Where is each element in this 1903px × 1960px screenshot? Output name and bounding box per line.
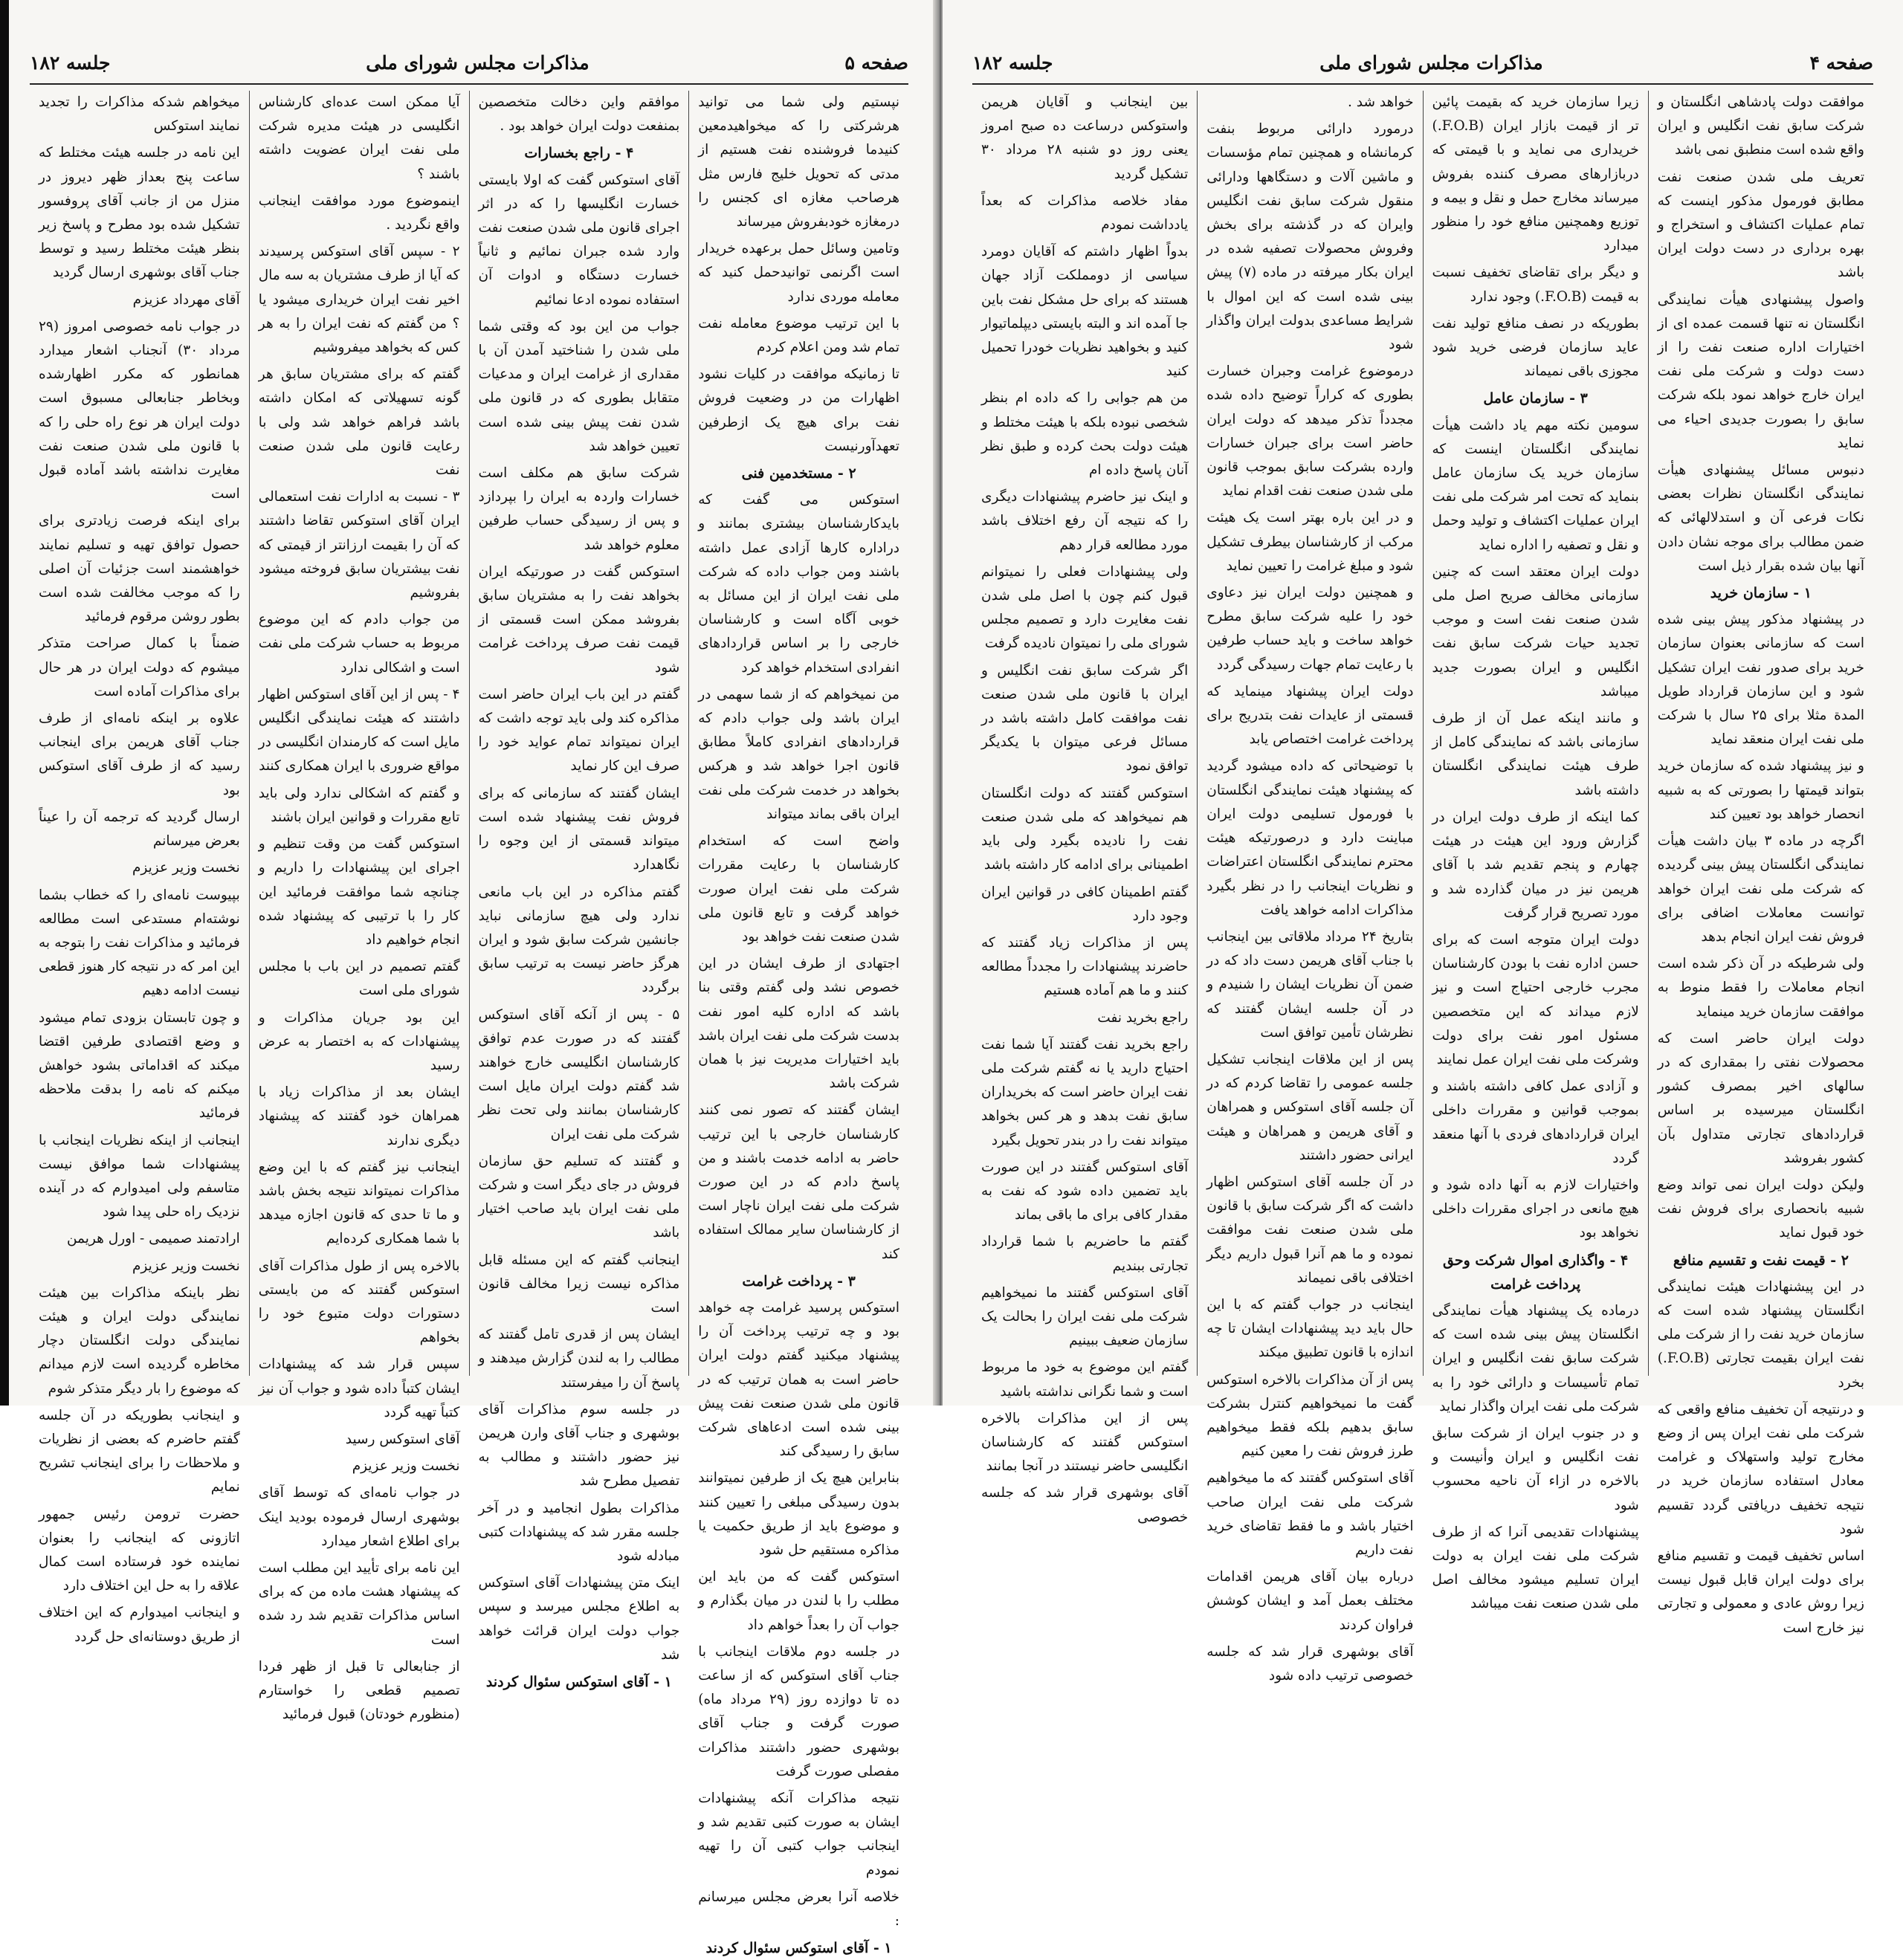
paragraph: پس از آن مذاکرات بالاخره استوکس گفت ما نمیخواهیم کنترل بشرکت سابق بدهیم بلکه فقط میخواهیم طرز فروش نفت را معین کنیم	[1206, 1371, 1414, 1460]
paragraph: اساس تخفیف قیمت و تقسیم منافع برای دولت ایران قابل قبول نیست زیرا روش عادی و معمولی و تجارتی نیز خارج است	[1657, 1547, 1864, 1636]
paragraph: ولیکن دولت ایران نمی تواند وضع شبیه بانحصاری برای فروش نفت خود قبول نماید	[1657, 1177, 1864, 1241]
paragraph: ۵ - پس از آنکه آقای استوکس گفتند که در صورت عدم توافق کارشناسان انگلیسی خارج خواهند شد گفتم دولت ایران مایل است کارشناسان بمانند ولی تحت نظر شرکت ملی نفت ایران	[478, 1006, 680, 1142]
paragraph: درباره بیان آقای هریمن اقدامات مختلف بعمل آمد و ایشان کوشش فراوان کردند	[1206, 1569, 1414, 1633]
paragraph: ارادتمند صمیمی - اورل هریمن	[66, 1231, 240, 1247]
text-column	[972, 91, 1197, 1525]
paragraph: آقای بوشهری قرار شد که جلسه خصوصی ترتیب داده شود	[1206, 1643, 1414, 1684]
paragraph: خواهد شد .	[1348, 94, 1414, 110]
paragraph: گفتم در این باب ایران حاضر است مذاکره کند ولی باید توجه داشت که ایران نمیتواند تمام عواید خود را صرف این کار نماید	[478, 686, 680, 774]
paragraph: درموضوع غرامت وجبران خسارت بطوری که کراراً توضیح داده شده مجدداً تذکر میدهد که دولت ایران حاضر است برای جبران خسارات وارده بشرکت سابق بموجب قانون ملی شدن صنعت نفت اقدام نماید	[1206, 363, 1414, 499]
paragraph: گفتم این موضوع به خود ما مربوط است و شما نگرانی نداشته باشید	[981, 1359, 1189, 1400]
paragraph: آقای بوشهری قرار شد که جلسه خصوصی	[981, 1485, 1189, 1525]
paragraph: واضح است که استخدام کارشناسان با رعایت مقررات شرکت ملی نفت ایران صورت خواهد گرفت و تابع قانون ملی شدن صنعت نفت خواهد بود	[698, 833, 899, 945]
paragraph: حضرت ترومن رئیس جمهور اتازونی که اینجانب را بعنوان نماینده خود فرستاده است کمال علاقه را به حل این اختلاف دارد	[39, 1506, 240, 1594]
text-column	[1648, 91, 1873, 1636]
paragraph: ولی شرطیکه در آن ذکر شده است انجام معاملات را فقط منوط به موافقت سازمان خرید مینماید	[1657, 956, 1864, 1020]
paragraph: دولت ایران معتقد است که چنین سازمانی مخالف صریح اصل ملی شدن صنعت نفت است و موجب تجدید حیات شرکت سابق نفت انگلیس و ایران بصورت جدید میباشد	[1432, 563, 1639, 699]
paragraph: من جواب دادم که این موضوع مربوط به حساب شرکت ملی نفت است و اشکالی ندارد	[258, 612, 460, 676]
paragraph: و چون تابستان بزودی تمام میشود و وضع اقتصادی طرفین اقتضا میکند که اقداماتی بشود خواهش میکنم که نامه را بدقت ملاحظه فرمائید	[39, 1009, 240, 1122]
paragraph: اینجانب در جواب گفتم که با این حال باید دید پیشنهادات ایشان تا چه اندازه با قانون تطبیق میکند	[1206, 1296, 1414, 1361]
text-column	[30, 91, 249, 1645]
paragraph: ۲ - مستخدمین فنی	[741, 465, 856, 482]
session-label: جلسه ۱۸۲	[972, 51, 1053, 74]
left-page-header	[30, 45, 908, 80]
paragraph: نخست وزیر عزیزم	[132, 860, 240, 876]
paragraph: و مانند اینکه عمل آن از طرف سازمانی باشد که نمایندگی کامل از طرف هیئت نمایندگی انگلستان داشته باشد	[1432, 711, 1639, 798]
paragraph: بین اینجانب و آقایان هریمن واستوکس درساعت ده صبح امروز یعنی روز دو شنبه ۲۸ مرداد ۳۰ تشکیل گردید	[981, 94, 1189, 182]
paragraph: در این پیشنهادات هیئت نمایندگی انگلستان پیشنهاد شده است که سازمان خرید نفت را از شرکت ملی نفت ایران بقیمت تجارتی (F.O.B.) بخرد	[1657, 1278, 1864, 1391]
paragraph: این نامه در جلسه هیئت مختلط که ساعت پنج بعداز ظهر دیروز در منزل من از جانب آقای پروفسور تشکیل شده بود مطرح و پاسخ زیر بنظر هیئت مختلط رسید و توسط جناب آقای بوشهری ارسال گردید	[39, 145, 240, 281]
paragraph: آقای استوکس گفتند در این صورت باید تضمین داده شود که نفت به مقدار کافی برای ما باقی بماند	[981, 1159, 1189, 1223]
paragraph: بتاریخ ۲۴ مرداد ملاقاتی بین اینجانب با جناب آقای هریمن دست داد که در ضمن آن نظریات ایشان را شنیدم و در آن جلسه ایشان گفتند که نظرشان تأمین توافق است	[1206, 928, 1414, 1041]
paragraph: دولت ایران حاضر است که محصولات نفتی را بمقداری که در سالهای اخیر بمصرف کشور انگلستان میرسیده بر اساس قراردادهای تجارتی متداول بآن کشور بفروشد	[1657, 1030, 1864, 1166]
paragraph: شرکت سابق هم مکلف است خسارات واردہ به ایران را بپردازد و پس از رسیدگی حساب طرفین معلوم خواهد شد	[478, 465, 680, 553]
paragraph: راجع بخرید نفت	[1097, 1009, 1189, 1026]
paragraph: مذاکرات بطول انجامید و در آخر جلسه مقرر شد که پیشنهادات کتبی مبادله شود	[478, 1500, 680, 1564]
paragraph: در جواب نامه خصوصی امروز (۲۹ مرداد ۳۰) آنجناب اشعار میدارد همانطور که مکرر اظهارشده وبخاطر جنابعالی مسبوق است دولت ایران هر نوع راه حلی را که با قانون ملی شدن صنعت نفت مغایرت نداشته باشد آماده قبول است	[39, 318, 240, 502]
paragraph: ۲ - قیمت نفت و تقسیم منافع	[1673, 1252, 1849, 1269]
right-newspaper-page	[943, 0, 1903, 1684]
right-page-columns	[972, 91, 1873, 1684]
paragraph: و همچنین دولت ایران نیز دعاوی خود را علیه شرکت سابق مطرح خواهد ساخت و باید حساب طرفین با رعایت تمام جهات رسیدگی گردد	[1206, 585, 1414, 673]
paragraph: از جنابعالی تا قبل از ظهر فردا تصمیم قطعی را خواستارم (منظورم خودتان) قبول فرمائید	[258, 1658, 460, 1723]
paragraph: ایشان گفتند که سازمانی که برای فروش نفت پیشنهاد شده است میتواند قسمتی از این وجوه را نگاهدارد	[478, 785, 680, 873]
paragraph: موافقت دولت پادشاهی انگلستان و شرکت سابق نفت انگلیس و ایران واقع شده است منطبق نمی باشد	[1657, 94, 1864, 158]
paragraph: ۳ - پرداخت غرامت	[742, 1272, 856, 1290]
paragraph: گفتم ما حاضریم با شما قرارداد تجارتی ببندیم	[981, 1234, 1189, 1274]
paragraph: نتیجه مذاکرات آنکه پیشنهادات ایشان به صورت کتبی تقدیم شد و اینجانب جواب کتبی آن را تهیه نمودم	[698, 1791, 899, 1878]
paragraph: در جواب نامه‌ای که توسط آقای بوشهری ارسال فرموده بودید اینک برای اطلاع اشعار میدارد	[258, 1485, 460, 1549]
paragraph: و آزادی عمل کافی داشته باشند و بموجب قوانین و مقررات داخلی ایران قراردادهای فردی با آنها منعقد گردد	[1432, 1078, 1639, 1166]
paragraph: استوکس پرسید غرامت چه خواهد بود و چه ترتیب پرداخت آن را پیشنهاد میکنید گفتم دولت ایران حاضر است به همان ترتیب که در قانون ملی شدن صنعت نفت پیش بینی شده است ادعاهای شرکت سابق را رسیدگی کند	[698, 1299, 899, 1460]
paragraph: آقای استوکس گفتند که ما میخواهیم شرکت ملی نفت ایران صاحب اختیار باشد و ما فقط تقاضای خرید نفت داریم	[1206, 1470, 1414, 1558]
paragraph: و اینک نیز حاضرم پیشنهادات دیگری را که نتیجه آن رفع اختلاف باشد مورد مطالعه قرار دهم	[981, 489, 1189, 553]
paragraph: برای اینکه فرصت زیادتری برای حصول توافق تهیه و تسلیم نمایند خواهشمند است جزئیات آن اصلی را که موجب مخالفت شده است بطور روشن مرقوم فرمائید	[39, 513, 240, 625]
paragraph: نظر باینکه مذاکرات بین هیئت نمایندگی دولت ایران و هیئت نمایندگی دولت انگلستان دچار مخاطره گردیده است لازم میدانم که موضوع را بار دیگر متذکر شوم	[39, 1284, 240, 1397]
paragraph: در پیشنهاد مذکور پیش بینی شده است که سازمانی بعنوان سازمان خرید برای صدور نفت ایران تشکیل شود و این سازمان قرارداد طویل المدة مثلا برای ۲۵ سال با شرکت ملی نفت ایران منعقد نماید	[1657, 612, 1864, 748]
paragraph: پس از این مذاکرات بالاخره استوکس گفتند که کارشناسان انگلیسی حاضر نیستند در آنجا بمانند	[981, 1410, 1189, 1475]
text-column	[1423, 91, 1648, 1612]
paragraph: بدواً اظهار داشتم که آقایان دومرد سیاسی از دومملکت آزاد جهان هستند که برای حل مشکل نفت باین جا آمده اند و البته بایستی دیپلماتیوار کنید و بخواهید نظریات خودرا تحمیل کنید	[981, 244, 1189, 380]
paragraph: بنابراین هیچ یک از طرفین نمیتوانند بدون رسیدگی مبلغی را تعیین کنند و موضوع باید از طریق حکمیت یا مذاکره مستقیم حل شود	[698, 1470, 899, 1558]
paragraph: گفتم تصمیم در این باب با مجلس شورای ملی است	[258, 959, 460, 999]
paragraph: و اینجانب بطوریکه در آن جلسه گفتم حاضرم که بعضی از نظریات و ملاحظات را برای اینجانب تشریح نمایم	[39, 1407, 240, 1495]
paragraph: در جلسه دوم ملاقات اینجانب با جناب آقای استوکس که از ساعت ده تا دوازده روز (۲۹ مرداد ماه) صورت گرفت و جناب آقای بوشهری حضور داشتند مذاکرات مفصلی صورت گرفت	[698, 1643, 899, 1779]
paragraph: آقای استوکس رسید	[345, 1431, 460, 1447]
text-column	[1197, 91, 1422, 1684]
paragraph: پس از این ملاقات اینجانب تشکیل جلسه عمومی را تقاضا کردم که در آن جلسه آقای استوکس و همراهان و آقای هریمن و همراهان و هیئت ایرانی حضور داشتند	[1206, 1051, 1414, 1163]
paragraph: و در جنوب ایران از شرکت سابق نفت انگلیس و ایران وأنیست و بالاخره در ازاء آن ناحیه محسوب شود	[1432, 1425, 1639, 1513]
paragraph: بپیوست نامه‌ای را که خطاب بشما نوشته‌ام مستدعی است مطالعه فرمائید و مذاکرات نفت را بتوجه به این امر که در نتیجه کار هنوز قطعی نیست ادامه دهیم	[39, 887, 240, 999]
paragraph: گفتم اطمینان کافی در قوانین ایران وجود دارد	[981, 884, 1189, 924]
paragraph: و دیگر برای تقاضای تخفیف نسبت به قیمت (F.O.B.) وجود ندارد	[1432, 265, 1639, 305]
paragraph: آقای استوکس گفتند ما نمیخواهیم شرکت ملی نفت ایران را بحالت یک سازمان ضعیف ببینیم	[981, 1284, 1189, 1349]
paragraph: بطوریکه در نصف منافع تولید نفت عاید سازمان فرضی خرید شود مجوزی باقی نمیماند	[1432, 315, 1639, 380]
paragraph: و درنتیجه آن تخفیف منافع واقعی که شرکت ملی نفت ایران پس از وضع مخارج تولید واستهلاک و غرامت معادل استفاده سازمان خرید در نتیجه تخفیف دریافتی گردد تقسیم شود	[1657, 1401, 1864, 1537]
paragraph: نخست وزیر عزیزم	[352, 1458, 460, 1475]
text-column	[469, 91, 689, 1690]
paragraph: اینموضوع مورد موافقت اینجانب واقع نگردید .	[258, 193, 460, 233]
paragraph: اینجانب نیز گفتم که با این وضع مذاکرات نمیتواند نتیجه بخش باشد و ما تا حدی که قانون اجازه میدهد با شما همکاری کرده‌ایم	[258, 1159, 460, 1247]
text-column	[688, 91, 908, 1957]
paragraph: در آن جلسه آقای استوکس اظهار داشت که اگر شرکت سابق با قانون ملی شدن صنعت نفت موافقت نموده و ما هم آنرا قبول داریم دیگر اختلافی باقی نمیماند	[1206, 1174, 1414, 1286]
page-number: صفحه ۴	[1809, 51, 1873, 74]
paragraph: مفاد خلاصه مذاکرات که بعداً یادداشت نمودم	[981, 193, 1189, 233]
paragraph: راجع بخرید نفت گفتند آیا شما نفت احتیاج دارید یا نه گفتم شرکت ملی نفت ایران حاضر است که بخریداران سابق نفت بدهد و هر کس بخواهد میتواند نفت را در بندر تحویل بگیرد	[981, 1036, 1189, 1148]
page-number: صفحه ۵	[844, 51, 908, 74]
paragraph: ۴ - واگذاری اموال شرکت وحق پرداخت غرامت	[1443, 1252, 1629, 1293]
paragraph: ۳ - سازمان عامل	[1483, 390, 1588, 407]
paragraph: تا زمانیکه موافقت در کلیات نشود اظهارات من در وضعیت فروش نفت برای هیچ یک ازطرفین تعهدآورنیست	[698, 366, 899, 454]
paragraph: ۴ - راجع بخسارات	[524, 145, 634, 162]
paragraph: بالاخره پس از طول مذاکرات آقای استوکس گفتند که من بایستی دستورات دولت متبوع خود را بخواهم	[258, 1258, 460, 1346]
paragraph: در جلسه سوم مذاکرات آقای بوشهری و جناب آقای وارن هریمن نیز حضور داشتند و مطالب به تفصیل مطرح شد	[478, 1401, 680, 1490]
paragraph: سومین نکته مهم یاد داشت هیأت نمایندگی انگلستان اینست که سازمان خرید یک سازمان عامل بنماید که تحت امر شرکت ملی نفت ایران عملیات اکتشاف و تولید وحمل و نقل و تصفیه را اداره نماید	[1432, 417, 1639, 553]
paragraph: استوکس گفتند که دولت انگلستان هم نمیخواهد که ملی شدن صنعت نفت را نادیده بگیرد ولی باید اطمینانی برای ادامه کار داشته باشد	[981, 785, 1189, 873]
paragraph: پس از مذاکرات زیاد گفتند که حاضرند پیشنهادات را مجدداً مطالعه کنند و ما هم آماده هستیم	[981, 934, 1189, 999]
paragraph: استوکس می گفت که بایدکارشناسان بیشتری بمانند و دراداره کارها آزادی عمل داشته باشند ومن جواب داده که شرکت ملی نفت ایران از این مسائل به خوبی آگاه است و کارشناسان خارجی را بر اساس قراردادهای انفرادی استخدام خواهد کرد	[698, 492, 899, 676]
paragraph: دنبوس مسائل پیشنهادی هیأت نمایندگی انگلستان نظرات بعضی نکات فرعی آن و استدلالهائی که ضمن مطالب برای موجه نشان دادن آنها بیان شده بقرار ذیل است	[1657, 462, 1864, 574]
paragraph: واختیارات لازم به آنها داده شود و هیچ مانعی در اجرای مقررات داخلی نخواهد بود	[1432, 1177, 1639, 1241]
paragraph: با توضیحاتی که داده میشود گردید که پیشنهاد هیئت نمایندگی انگلستان با فورمول تسلیمی دولت ایران مباینت دارد و درصورتیکه هیئت محترم نمایندگی انگلستان اعتراضات و نظریات اینجانب را در نظر بگیرد مذاکرات ادامه خواهد یافت	[1206, 758, 1414, 918]
paragraph: ایشان گفتند که تصور نمی کنند کارشناسان خارجی با این ترتیب حاضر به ادامه خدمت باشند و من پاسخ دادم که در این صورت شرکت ملی نفت ایران ناچار است از کارشناسان سایر ممالک استفاده کند	[698, 1102, 899, 1262]
paragraph: استوکس گفت من وقت تنظیم و اجرای این پیشنهادات را داریم و چنانچه شما موافقت فرمائید این کار را با ترتیبی که پیشنهاد شده انجام خواهیم داد	[258, 836, 460, 948]
paragraph: اگرچه در ماده ۳ بیان داشت هیأت نمایندگی انگلستان پیش بینی گردیده که شرکت ملی نفت ایران خواهد توانست معاملات اضافی برای فروش نفت ایران انجام بدهد	[1657, 833, 1864, 945]
paragraph: استوکس گفت در صورتیکه ایران بخواهد نفت را به مشتریان سابق بفروشد ممکن است قسمتی از قیمت نفت صرف پرداخت غرامت شود	[478, 563, 680, 676]
paragraph: ارسال گردید که ترجمه آن را عیناً بعرض میرسانم	[39, 809, 240, 850]
paragraph: میخواهم شدکه مذاکرات را تجدید نمایند استوکس	[39, 94, 240, 135]
paragraph: دولت ایران پیشنهاد مینماید که قسمتی از عایدات نفت بتدریج برای پرداخت غرامت اختصاص یابد	[1206, 683, 1414, 748]
paragraph: اگر شرکت سابق نفت انگلیس و ایران با قانون ملی شدن صنعت نفت موافقت کامل داشته باشد در مسائل فرعی میتوان با یکدیگر توافق نمود	[981, 662, 1189, 774]
paragraph: موافقم واین دخالت متخصصین بمنفعت دولت ایران خواهد بود .	[478, 94, 680, 135]
header-rule	[30, 83, 908, 85]
paragraph: واصول پیشنهادی هیأت نمایندگی انگلستان نه تنها قسمت عمده ای از اختیارات اداره صنعت نفت را از دست دولت و شرکت ملی نفت ایران خارج خواهد نمود بلکه شرکت سابق را بصورت جدیدی احیاء می نماید	[1657, 291, 1864, 451]
paragraph: نخست وزیر عزیزم	[132, 1258, 240, 1274]
paragraph: استوکس گفت که من باید این مطلب را با لندن در میان بگذارم و جواب آن را بعداً خواهم داد	[698, 1569, 899, 1633]
paragraph: وتامین وسائل حمل برعهده خریدار است اگرنمی توانیدحمل کنید که معامله موردی ندارد	[698, 241, 899, 305]
paragraph: این نامه برای تأیید این مطلب است که پیشنهاد هشت ماده من که برای اساس مذاکرات تقدیم شد رد شده است	[258, 1559, 460, 1648]
paragraph: درماده یک پیشنهاد هیأت نمایندگی انگلستان پیش بینی شده است که شرکت سابق نفت انگلیس و ایران تمام تأسیسات و دارائی خود را به شرکت ملی نفت ایران واگذار نماید	[1432, 1302, 1639, 1414]
paragraph: خلاصه آنرا بعرض مجلس میرسانم :	[698, 1889, 899, 1930]
paragraph: درمورد دارائی مربوط بنفت کرمانشاه و همچنین تمام مؤسسات و ماشین آلات و دستگاهها ودارائی منقول شرکت سابق نفت انگلیس وایران که در گذشته برای بخش وفروش محصولات تصفیه شده در ایران بکار میرفته در ماده (۷) پیش بینی شده است که این اموال با شرایط مساعدی بدولت ایران واگذار شود	[1206, 121, 1414, 353]
paragraph: آقای استوکس گفت که اولا بایستی خسارت انگلیسها را که در اثر اجرای قانون ملی شدن صنعت نفت وارد شده جبران نمائیم و ثانیاً خسارت دستگاه و ادوات آن استفاده نموده ادعا نمائیم	[478, 172, 680, 308]
paragraph: ۲ - سپس آقای استوکس پرسیدند که آیا از طرف مشتریان به سه مال اخیر نفت ایران خریداری میشود یا ؟ من گفتم که نفت ایران را به هر کس که بخواهد میفروشیم	[258, 244, 460, 356]
paragraph: من هم جوابی را که داده ام بنظر شخصی نبوده بلکه با هیئت مختلط و هیئت دولت بحث کرده و طبق نظر آنان پاسخ داده ام	[981, 390, 1189, 479]
journal-title: مذاکرات مجلس شورای ملی	[1319, 51, 1543, 74]
paragraph: آیا ممکن است عده‌ای کارشناس انگلیسی در هیئت مدیره شرکت ملی نفت ایران عضویت داشته باشند ؟	[258, 94, 460, 182]
left-newspaper-page	[0, 0, 938, 1957]
paragraph: ولی پیشنهادات فعلی را نمیتوانم قبول کنم چون با اصل ملی شدن نفت مغایرت دارد و تصمیم مجلس شورای ملی را نمیتوان نادیده گرفت	[981, 563, 1189, 652]
paragraph: جواب من این بود که وقتی شما ملی شدن را شناختید آمدن آن با مقداری از غرامت ایران و مدعیات متقابل بطوری که در قانون ملی شدن نفت پیش بینی شده است تعیین خواهد شد	[478, 318, 680, 454]
session-label: جلسه ۱۸۲	[30, 51, 111, 74]
paragraph: ایشان پس از قدری تامل گفتند که مطالب را به لندن گزارش میدهند و پاسخ آن را میفرستند	[478, 1327, 680, 1391]
paragraph: ایشان بعد از مذاکرات زیاد با همراهان خود گفتند که پیشنهاد دیگری ندارند	[258, 1084, 460, 1148]
paragraph: دولت ایران متوجه است که برای حسن اداره نفت با بودن کارشناسان مجرب خارجی احتیاج است و نیز لازم میداند که این متخصصین مسئول امور نفت برای دولت وشرکت ملی نفت ایران عمل نمایند	[1432, 931, 1639, 1067]
paragraph: نپستیم ولی شما می توانید هرشرکتی را که میخواهیدمعین کنیدما فروشنده نفت هستیم از مدتی که تحویل خلیج فارس مثل هرصاحب مغازه ای کجنس را درمغازه خودبفروش میرساند	[698, 94, 899, 230]
paragraph: کما اینکه از طرف دولت ایران در گزارش ورود این هیئت در هیئت چهارم و پنجم تقدیم شد با آقای هریمن نیز در میان گذارده شد و مورد تصریح قرار گرفت	[1432, 809, 1639, 921]
paragraph: ۴ - پس از این آقای استوکس اظهار داشتند که هیئت نمایندگی انگلیس مایل است که کارمندان انگلیسی در مواقع ضروری با ایران همکاری کنند	[258, 686, 460, 774]
paragraph: با این ترتیب موضوع معامله نفت تمام شد ومن اعلام کردم	[698, 315, 899, 356]
scan-edge-shadow	[0, 0, 9, 1406]
paragraph: و گفتند که تسلیم حق سازمان فروش در جای دیگر است و شرکت ملی نفت ایران باید صاحب اختیار باشد	[478, 1153, 680, 1241]
paragraph: من نمیخواهم که از شما سهمی در ایران باشد ولی جواب دادم که قراردادهای انفرادی کاملاً مطابق قانون اجرا خواهد شد و هرکس بخواهد در خدمت شرکت ملی نفت ایران باقی بماند میتواند	[698, 686, 899, 822]
journal-title: مذاکرات مجلس شورای ملی	[366, 51, 589, 74]
paragraph: و اینجانب امیدوارم که این اختلاف از طریق دوستانه‌ای حل گردد	[39, 1605, 240, 1645]
paragraph: و نیز پیشنهاد شده که سازمان خرید بتواند قیمتها را بصورتی که به شبیه انحصار خواهد بود تعیین کند	[1657, 758, 1864, 822]
paragraph: ۳ - نسبت به ادارات نفت استعمالی ایران آقای استوکس تقاضا داشتند که آن را بقیمت ارزانتر از قیمتی که نفت بیشتریان سابق فروخته میشود بفروشیم	[258, 489, 460, 601]
paragraph: تعریف ملی شدن صنعت نفت مطابق فورمول مذکور اینست که تمام عملیات اکتشاف و استخراج و بهره برداری در دست دولت ایران باشد	[1657, 169, 1864, 281]
paragraph: ضمناً با کمال صراحت متذکر میشوم که دولت ایران در هر حال برای مذاکرات آماده است	[39, 635, 240, 699]
paragraph: سپس قرار شد که پیشنهادات ایشان کتباً داده شود و جواب آن نیز کتباً تهیه گردد	[258, 1356, 460, 1420]
paragraph: آقای مهرداد عزیزم	[132, 291, 240, 308]
header-rule	[972, 83, 1873, 85]
paragraph: این بود جریان مذاکرات و پیشنهادات که به اختصار به عرض رسید	[258, 1009, 460, 1073]
paragraph: زیرا سازمان خرید که بقیمت پائین تر از قیمت بازار ایران (F.O.B.) خریداری می نماید و با قیمتی که دربازارهای مصرف کننده بفروش میرساند مخارج حمل و نقل و بیمه و توزیع وهمچنین منافع خود را منظور میدارد	[1432, 94, 1639, 254]
paragraph: اینک متن پیشنهادات آقای استوکس به اطلاع مجلس میرسد و سپس جواب دولت ایران قرائت خواهد شد	[478, 1575, 680, 1663]
paragraph: اینجانب گفتم که این مسئله قابل مذاکره نیست زیرا مخالف قانون است	[478, 1252, 680, 1316]
paragraph: پیشنهادات تقدیمی آنرا که از طرف شرکت ملی نفت ایران به دولت ایران تسلیم میشود مخالف اصل ملی شدن صنعت نفت میباشد	[1432, 1524, 1639, 1612]
paragraph: و گفتم که اشکالی ندارد ولی باید تابع مقررات و قوانین ایران باشند	[258, 785, 460, 825]
right-page-header	[972, 45, 1873, 80]
paragraph: ۱ - آقای استوکس سئوال کردند	[485, 1674, 672, 1690]
paragraph: گفتم که برای مشتریان سابق هر گونه تسهیلاتی که امکان داشته باشد فراهم خواهد شد ولی با رعایت قانون ملی شدن صنعت نفت	[258, 366, 460, 479]
text-column	[249, 91, 469, 1723]
paragraph: و در این باره بهتر است یک هیئت مرکب از کارشناسان بیطرف تشکیل شود و مبلغ غرامت را تعیین نماید	[1206, 510, 1414, 574]
paragraph: ۱ - سازمان خرید	[1710, 585, 1812, 602]
paragraph: اینجانب از اینکه نظریات اینجانب با پیشنهادات شما موافق نیست متاسفم ولی امیدوارم که در آینده نزدیک راه حلی پیدا شود	[39, 1132, 240, 1220]
paragraph: گفتم مذاکره در این باب مانعی ندارد ولی هیچ سازمانی نباید جانشین شرکت سابق شود و ایران هرگز حاضر نیست به ترتیب سابق برگردد	[478, 884, 680, 996]
paragraph: ۱ - آقای استوکس سئوال کردند	[705, 1940, 892, 1957]
paragraph: اجتهادی از طرف ایشان در این خصوص نشد ولی گفتم وقتی بنا باشد که اداره کلیه امور نفت بدست شرکت ملی نفت ایران باشد باید اختیارات مدیریت نیز با همان شرکت باشد	[698, 956, 899, 1092]
left-page-columns	[30, 91, 908, 1957]
paragraph: علاوه بر اینکه نامه‌ای از طرف جناب آقای هریمن برای اینجانب رسید که از طرف آقای استوکس بود	[39, 711, 240, 798]
